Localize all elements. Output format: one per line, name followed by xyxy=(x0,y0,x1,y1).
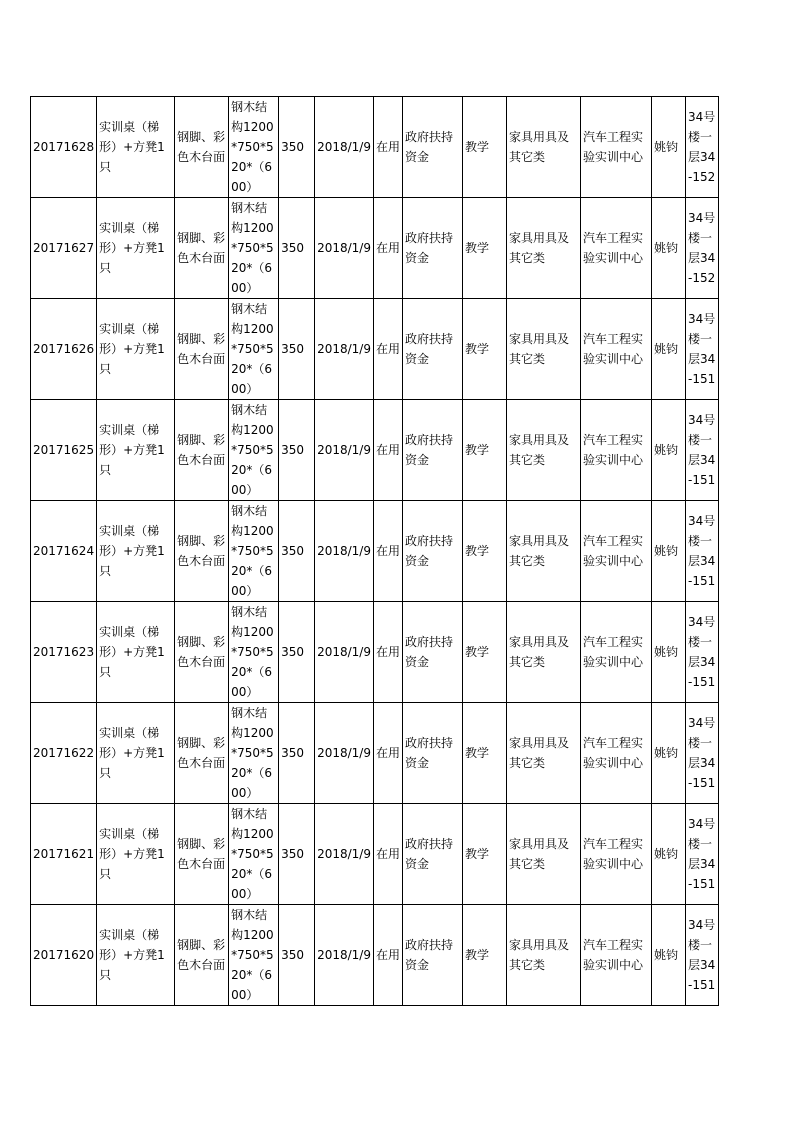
cell-price: 350 xyxy=(279,97,315,198)
cell-spec: 钢木结构1200*750*520*（600） xyxy=(229,400,279,501)
cell-category: 家具用具及其它类 xyxy=(507,198,581,299)
cell-date: 2018/1/9 xyxy=(315,198,374,299)
cell-asset-id: 20171628 xyxy=(31,97,97,198)
cell-location: 34号楼一层34-151 xyxy=(686,299,719,400)
cell-date: 2018/1/9 xyxy=(315,905,374,1006)
cell-category: 家具用具及其它类 xyxy=(507,501,581,602)
asset-table xyxy=(30,96,719,1006)
cell-status: 在用 xyxy=(373,400,402,501)
cell-department: 汽车工程实验实训中心 xyxy=(581,97,652,198)
cell-material: 钢脚、彩色木台面 xyxy=(175,97,229,198)
cell-date: 2018/1/9 xyxy=(315,299,374,400)
cell-date: 2018/1/9 xyxy=(315,602,374,703)
table-row xyxy=(31,804,719,905)
cell-funding-source: 政府扶持资金 xyxy=(403,97,463,198)
cell-location: 34号楼一层34-151 xyxy=(686,804,719,905)
cell-usage: 教学 xyxy=(463,602,507,703)
cell-department: 汽车工程实验实训中心 xyxy=(581,905,652,1006)
cell-status: 在用 xyxy=(373,703,402,804)
cell-department: 汽车工程实验实训中心 xyxy=(581,703,652,804)
cell-funding-source: 政府扶持资金 xyxy=(403,703,463,804)
cell-department: 汽车工程实验实训中心 xyxy=(581,804,652,905)
cell-location: 34号楼一层34-152 xyxy=(686,97,719,198)
cell-asset-name: 实训桌（梯形）+方凳1只 xyxy=(97,198,175,299)
cell-price: 350 xyxy=(279,703,315,804)
cell-price: 350 xyxy=(279,299,315,400)
cell-department: 汽车工程实验实训中心 xyxy=(581,501,652,602)
cell-keeper: 姚钧 xyxy=(652,905,686,1006)
table-row xyxy=(31,905,719,1006)
table-row xyxy=(31,198,719,299)
cell-material: 钢脚、彩色木台面 xyxy=(175,905,229,1006)
cell-location: 34号楼一层34-151 xyxy=(686,703,719,804)
table-row xyxy=(31,602,719,703)
cell-asset-id: 20171622 xyxy=(31,703,97,804)
cell-spec: 钢木结构1200*750*520*（600） xyxy=(229,97,279,198)
table-body xyxy=(31,97,719,1006)
cell-keeper: 姚钧 xyxy=(652,400,686,501)
cell-category: 家具用具及其它类 xyxy=(507,602,581,703)
cell-status: 在用 xyxy=(373,97,402,198)
table-row xyxy=(31,400,719,501)
cell-material: 钢脚、彩色木台面 xyxy=(175,299,229,400)
cell-funding-source: 政府扶持资金 xyxy=(403,905,463,1006)
cell-status: 在用 xyxy=(373,299,402,400)
cell-date: 2018/1/9 xyxy=(315,400,374,501)
cell-usage: 教学 xyxy=(463,703,507,804)
cell-usage: 教学 xyxy=(463,198,507,299)
cell-material: 钢脚、彩色木台面 xyxy=(175,198,229,299)
cell-status: 在用 xyxy=(373,198,402,299)
cell-asset-id: 20171621 xyxy=(31,804,97,905)
cell-usage: 教学 xyxy=(463,905,507,1006)
cell-material: 钢脚、彩色木台面 xyxy=(175,804,229,905)
cell-usage: 教学 xyxy=(463,804,507,905)
cell-asset-name: 实训桌（梯形）+方凳1只 xyxy=(97,97,175,198)
cell-spec: 钢木结构1200*750*520*（600） xyxy=(229,602,279,703)
cell-spec: 钢木结构1200*750*520*（600） xyxy=(229,299,279,400)
cell-keeper: 姚钧 xyxy=(652,804,686,905)
cell-spec: 钢木结构1200*750*520*（600） xyxy=(229,804,279,905)
cell-price: 350 xyxy=(279,501,315,602)
cell-status: 在用 xyxy=(373,804,402,905)
cell-category: 家具用具及其它类 xyxy=(507,804,581,905)
cell-department: 汽车工程实验实训中心 xyxy=(581,198,652,299)
cell-date: 2018/1/9 xyxy=(315,97,374,198)
cell-category: 家具用具及其它类 xyxy=(507,97,581,198)
cell-category: 家具用具及其它类 xyxy=(507,905,581,1006)
cell-department: 汽车工程实验实训中心 xyxy=(581,602,652,703)
cell-asset-name: 实训桌（梯形）+方凳1只 xyxy=(97,501,175,602)
cell-material: 钢脚、彩色木台面 xyxy=(175,400,229,501)
cell-asset-name: 实训桌（梯形）+方凳1只 xyxy=(97,400,175,501)
cell-keeper: 姚钧 xyxy=(652,97,686,198)
cell-location: 34号楼一层34-152 xyxy=(686,198,719,299)
cell-date: 2018/1/9 xyxy=(315,703,374,804)
cell-funding-source: 政府扶持资金 xyxy=(403,299,463,400)
cell-material: 钢脚、彩色木台面 xyxy=(175,602,229,703)
cell-funding-source: 政府扶持资金 xyxy=(403,804,463,905)
cell-material: 钢脚、彩色木台面 xyxy=(175,501,229,602)
cell-usage: 教学 xyxy=(463,97,507,198)
cell-usage: 教学 xyxy=(463,501,507,602)
cell-asset-id: 20171626 xyxy=(31,299,97,400)
cell-asset-id: 20171625 xyxy=(31,400,97,501)
cell-category: 家具用具及其它类 xyxy=(507,299,581,400)
table-row xyxy=(31,703,719,804)
cell-price: 350 xyxy=(279,602,315,703)
cell-location: 34号楼一层34-151 xyxy=(686,501,719,602)
cell-keeper: 姚钧 xyxy=(652,501,686,602)
cell-spec: 钢木结构1200*750*520*（600） xyxy=(229,905,279,1006)
cell-asset-name: 实训桌（梯形）+方凳1只 xyxy=(97,703,175,804)
cell-location: 34号楼一层34-151 xyxy=(686,905,719,1006)
cell-location: 34号楼一层34-151 xyxy=(686,400,719,501)
cell-date: 2018/1/9 xyxy=(315,804,374,905)
cell-asset-name: 实训桌（梯形）+方凳1只 xyxy=(97,602,175,703)
table-row xyxy=(31,97,719,198)
cell-department: 汽车工程实验实训中心 xyxy=(581,299,652,400)
cell-price: 350 xyxy=(279,400,315,501)
cell-category: 家具用具及其它类 xyxy=(507,703,581,804)
cell-status: 在用 xyxy=(373,905,402,1006)
table-row xyxy=(31,501,719,602)
table-row xyxy=(31,299,719,400)
cell-funding-source: 政府扶持资金 xyxy=(403,501,463,602)
cell-price: 350 xyxy=(279,198,315,299)
cell-asset-id: 20171624 xyxy=(31,501,97,602)
cell-material: 钢脚、彩色木台面 xyxy=(175,703,229,804)
cell-spec: 钢木结构1200*750*520*（600） xyxy=(229,198,279,299)
cell-status: 在用 xyxy=(373,501,402,602)
cell-funding-source: 政府扶持资金 xyxy=(403,198,463,299)
cell-asset-name: 实训桌（梯形）+方凳1只 xyxy=(97,299,175,400)
cell-status: 在用 xyxy=(373,602,402,703)
cell-keeper: 姚钧 xyxy=(652,198,686,299)
cell-asset-id: 20171627 xyxy=(31,198,97,299)
cell-keeper: 姚钧 xyxy=(652,299,686,400)
cell-spec: 钢木结构1200*750*520*（600） xyxy=(229,501,279,602)
cell-usage: 教学 xyxy=(463,400,507,501)
cell-spec: 钢木结构1200*750*520*（600） xyxy=(229,703,279,804)
cell-keeper: 姚钧 xyxy=(652,703,686,804)
cell-asset-name: 实训桌（梯形）+方凳1只 xyxy=(97,905,175,1006)
cell-asset-name: 实训桌（梯形）+方凳1只 xyxy=(97,804,175,905)
cell-department: 汽车工程实验实训中心 xyxy=(581,400,652,501)
cell-asset-id: 20171623 xyxy=(31,602,97,703)
cell-price: 350 xyxy=(279,905,315,1006)
cell-usage: 教学 xyxy=(463,299,507,400)
cell-keeper: 姚钧 xyxy=(652,602,686,703)
cell-price: 350 xyxy=(279,804,315,905)
cell-category: 家具用具及其它类 xyxy=(507,400,581,501)
cell-date: 2018/1/9 xyxy=(315,501,374,602)
cell-funding-source: 政府扶持资金 xyxy=(403,602,463,703)
cell-location: 34号楼一层34-151 xyxy=(686,602,719,703)
cell-asset-id: 20171620 xyxy=(31,905,97,1006)
cell-funding-source: 政府扶持资金 xyxy=(403,400,463,501)
